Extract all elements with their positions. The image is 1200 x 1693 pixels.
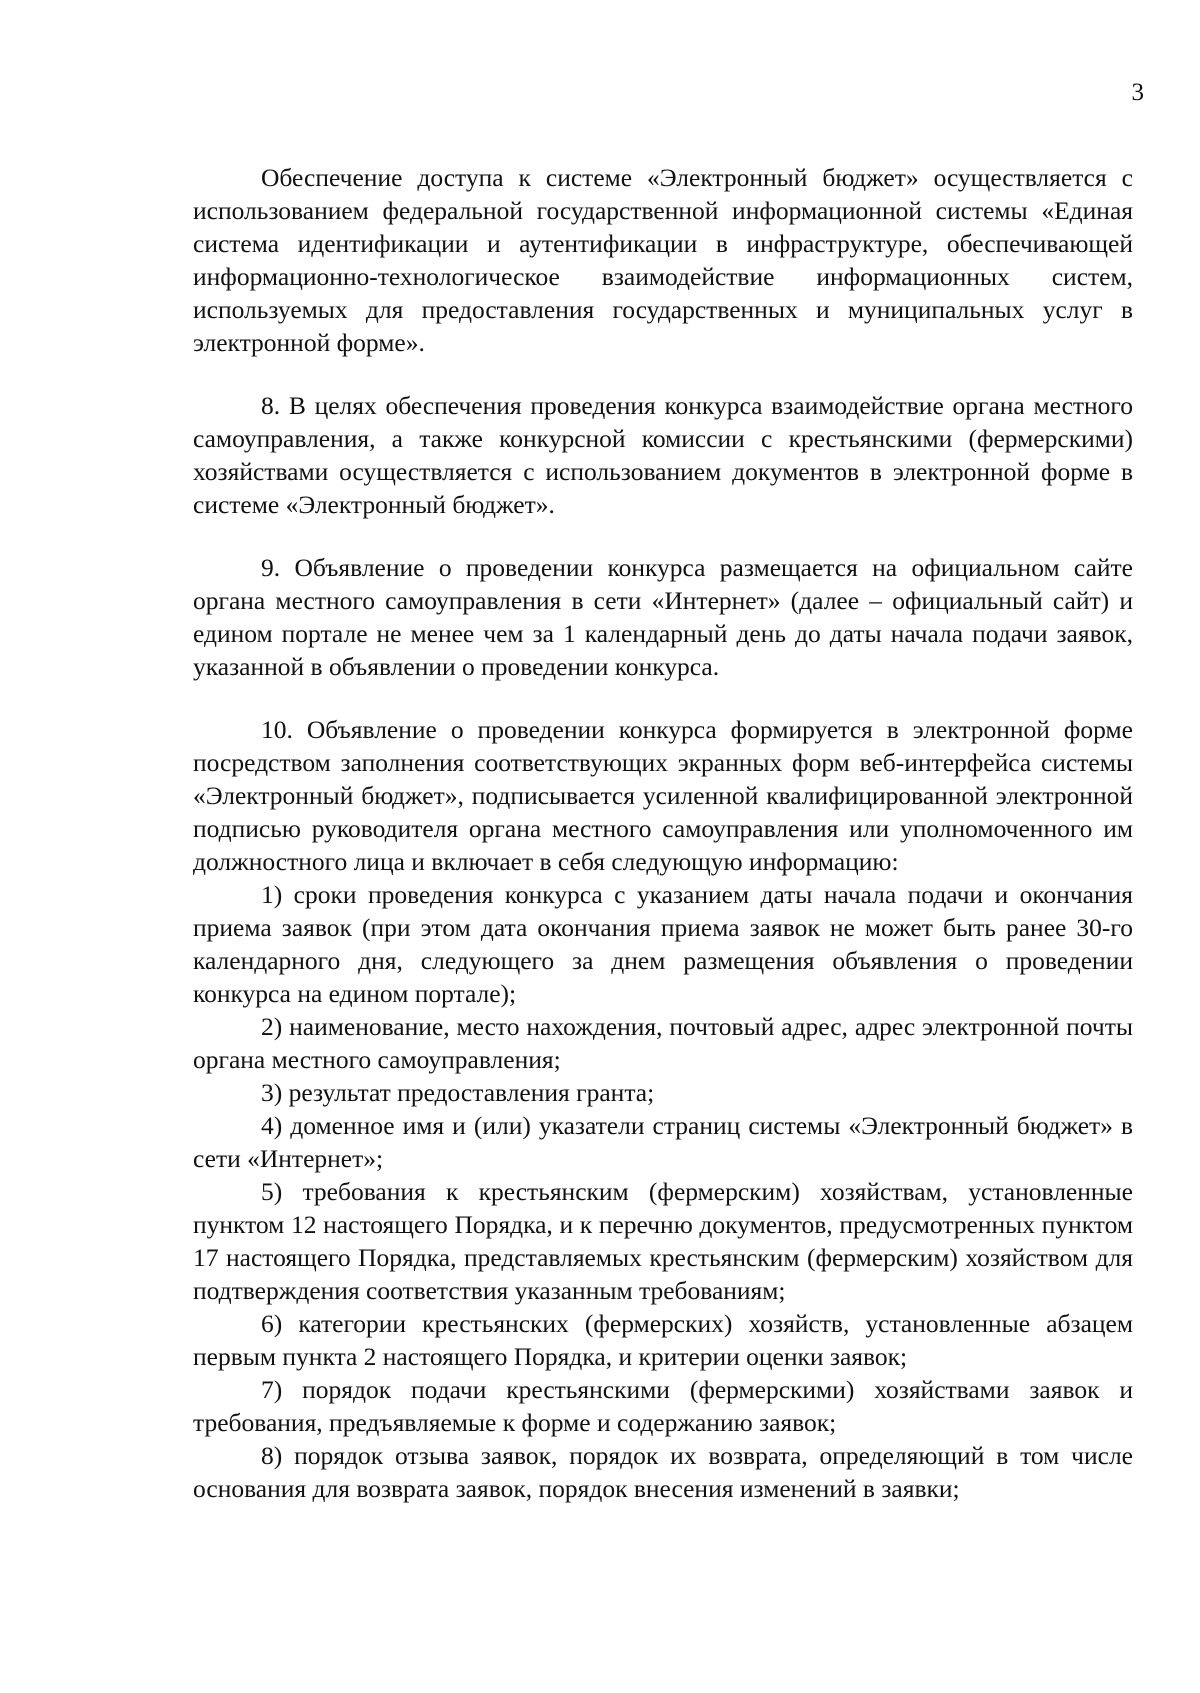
list-item: 7) порядок подачи крестьянскими (фермерскими) хозяйствами заявок и требования, предъявляемые к форме и содержанию заявок; bbox=[193, 1375, 1133, 1437]
paragraph-10: 10. Объявление о проведении конкурса формируется в электронной форме посредством заполнения соответствующих экранных форм веб-интерфейса системы «Электронный бюджет», подписывается усиленной квалифицированной электронной подписью руководителя органа местного самоуправления или уполномоченного им должностного лица и включает в себя следующую информацию: bbox=[193, 715, 1133, 876]
list-item: 2) наименование, место нахождения, почтовый адрес, адрес электронной почты органа местного самоуправления; bbox=[193, 1012, 1133, 1074]
list-item: 6) категории крестьянских (фермерских) хозяйств, установленные абзацем первым пункта 2 настоящего Порядка, и критерии оценки заявок; bbox=[193, 1309, 1133, 1371]
list-item: 4) доменное имя и (или) указатели страниц системы «Электронный бюджет» в сети «Интернет»; bbox=[193, 1111, 1133, 1173]
list-item: 3) результат предоставления гранта; bbox=[261, 1078, 655, 1107]
page-number: 3 bbox=[1131, 79, 1144, 106]
paragraph-9: 9. Объявление о проведении конкурса размещается на официальном сайте органа местного самоуправления в сети «Интернет» (далее – официальный сайт) и едином портале не менее чем за 1 календарный день до даты начала подачи заявок, указанной в объявлении о проведении конкурса. bbox=[193, 553, 1133, 681]
paragraph-8: 8. В целях обеспечения проведения конкурса взаимодействие органа местного самоуправления, а также конкурсной комиссии с крестьянскими (фермерскими) хозяйствами осуществляется с использованием документов в электронной форме в системе «Электронный бюджет». bbox=[193, 391, 1133, 519]
list-item: 1) сроки проведения конкурса с указанием даты начала подачи и окончания приема заявок (при этом дата окончания приема заявок не может быть ранее 30-го календарного дня, следующего за днем размещения объявления о проведении конкурса на едином портале); bbox=[193, 880, 1133, 1008]
document-body bbox=[193, 161, 1133, 1505]
list-item: 8) порядок отзыва заявок, порядок их возврата, определяющий в том числе основания для возврата заявок, порядок внесения изменений в заявки; bbox=[193, 1441, 1133, 1503]
announcement-info-list bbox=[193, 878, 1133, 1505]
list-item: 5) требования к крестьянским (фермерским) хозяйствам, установленные пунктом 12 настоящего Порядка, и к перечню документов, предусмотренных пунктом 17 настоящего Порядка, представляемых крестьянским (фермерским) хозяйством для подтверждения соответствия указанным требованиям; bbox=[193, 1177, 1133, 1305]
paragraph-system-access: Обеспечение доступа к системе «Электронный бюджет» осуществляется с использованием федеральной государственной информационной системы «Единая система идентификации и аутентификации в инфраструктуре, обеспечивающей информационно-технологическое взаимодействие информационных систем, используемых для предоставления государственных и муниципальных услуг в электронной форме». bbox=[193, 163, 1133, 357]
